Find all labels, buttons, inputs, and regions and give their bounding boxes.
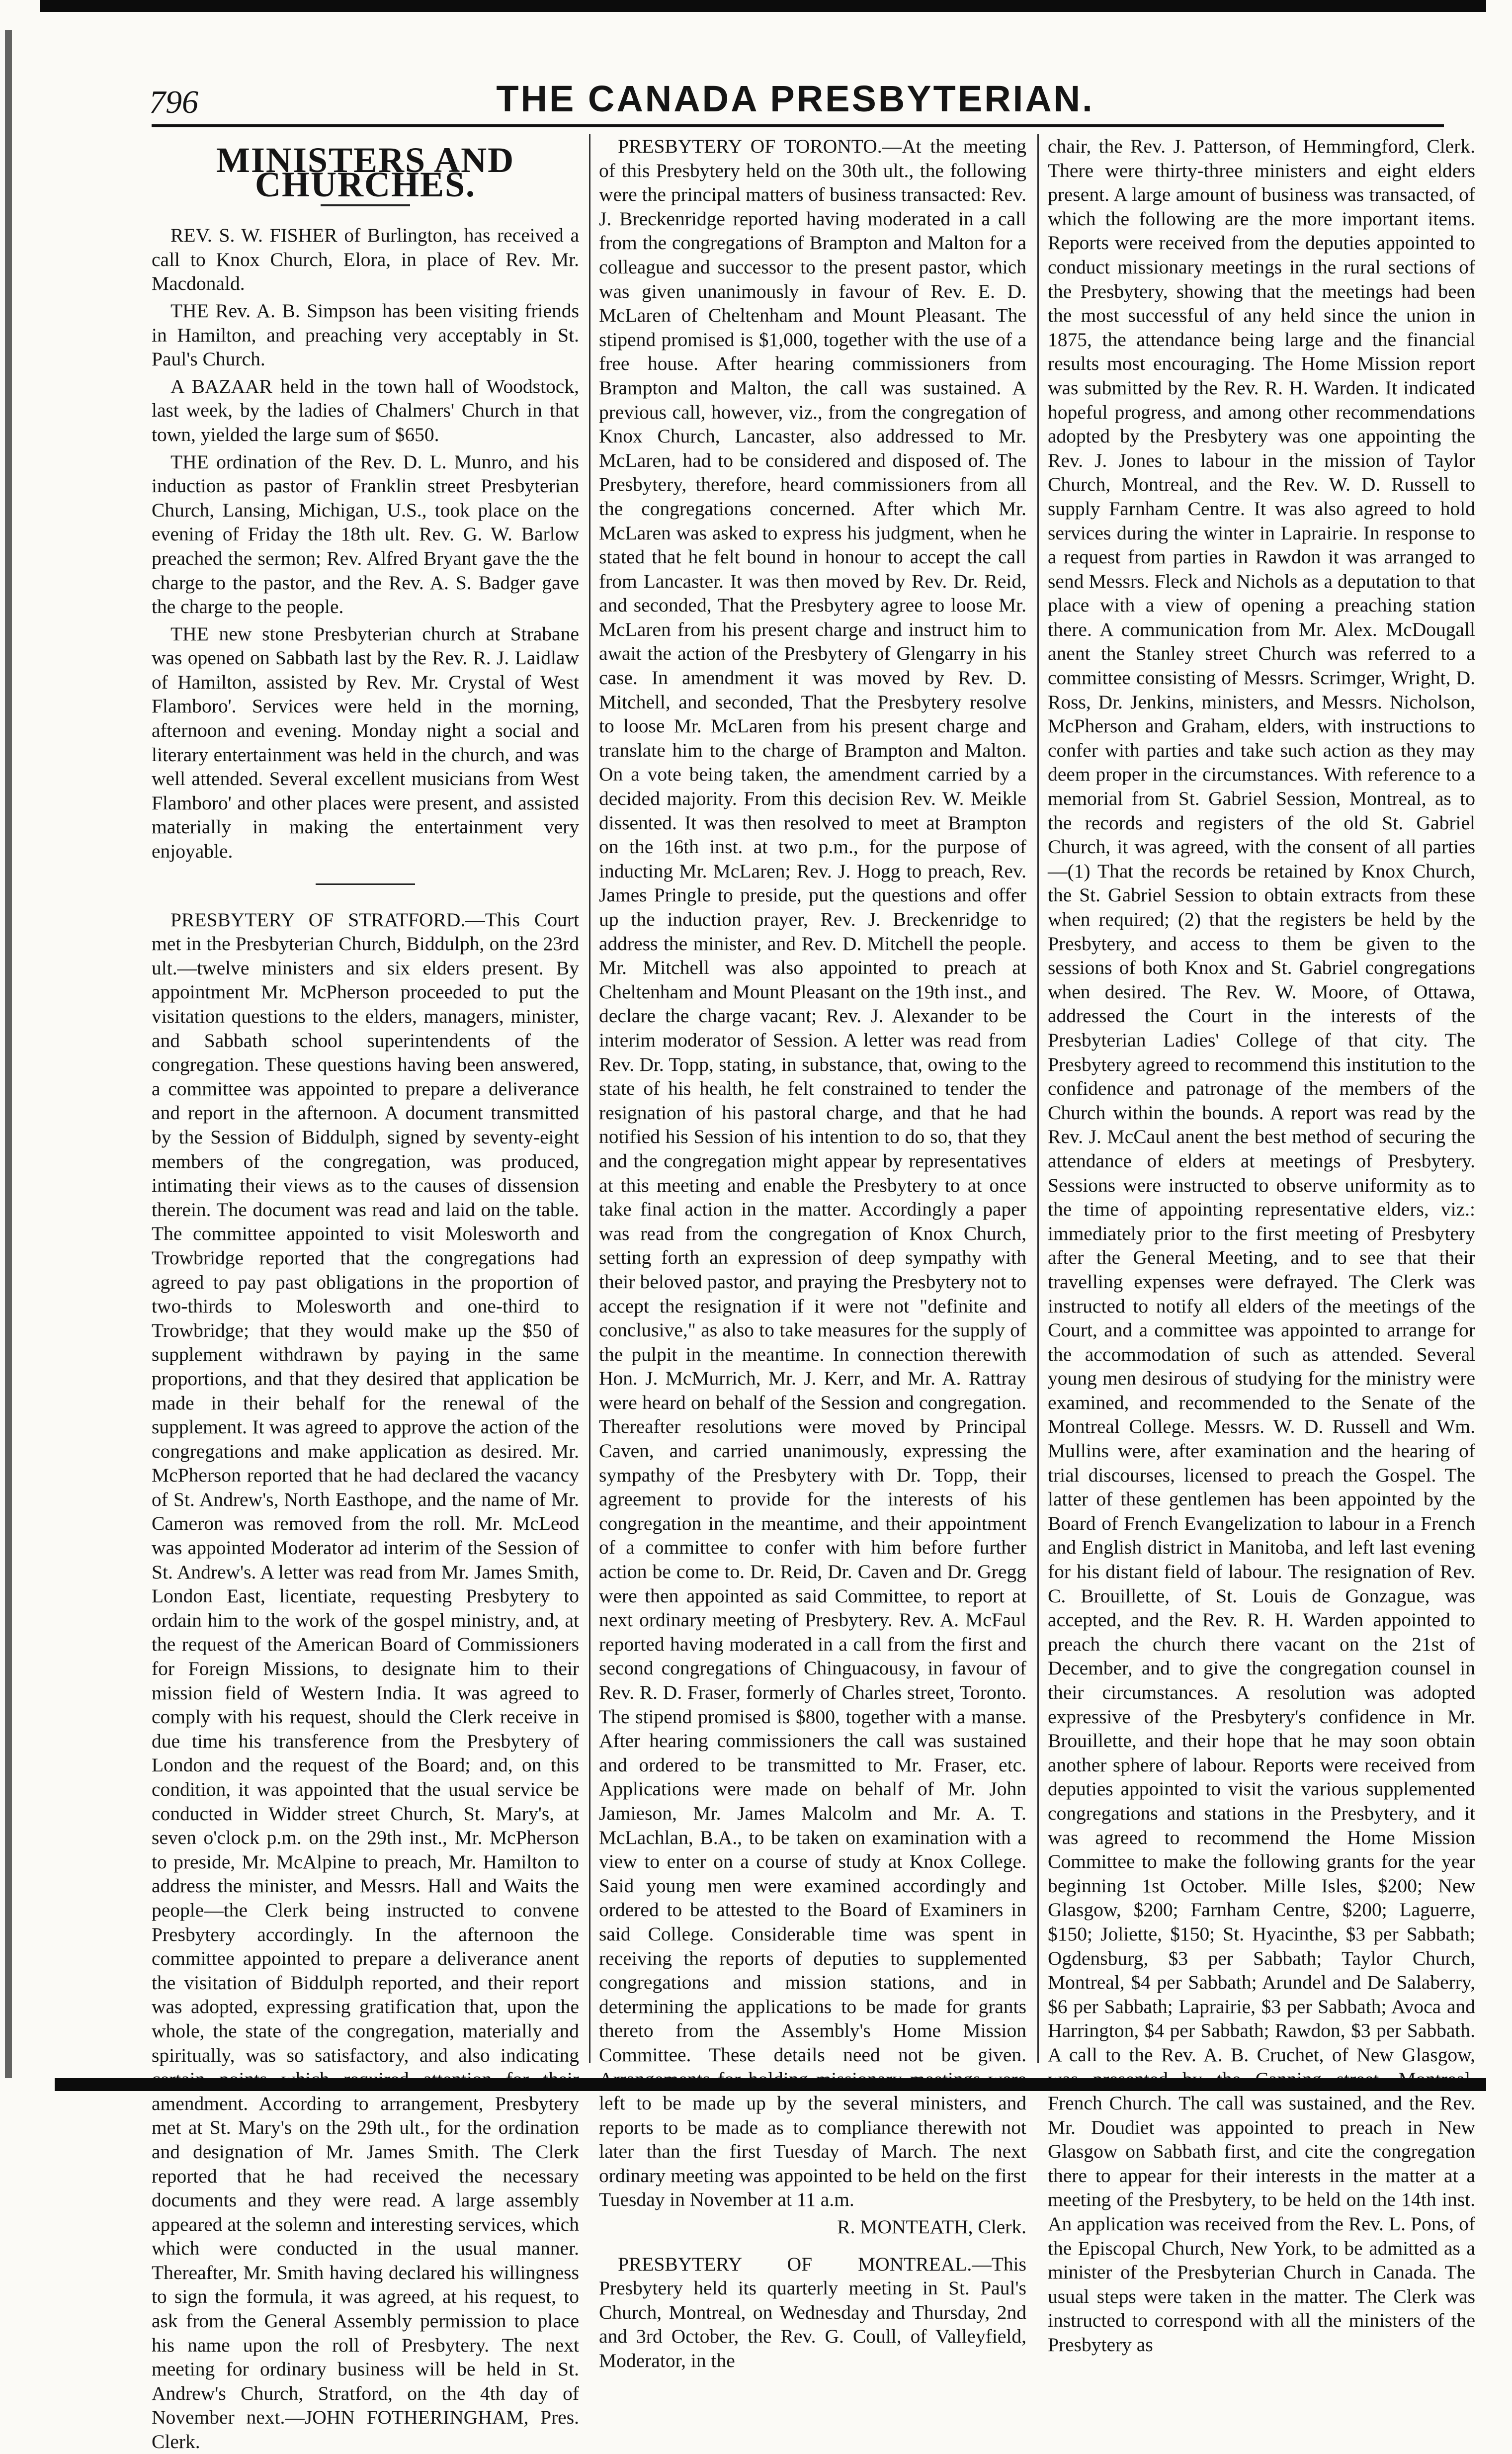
left-margin-shadow [5,30,12,2078]
column-3 [1048,134,1475,2356]
column-separator [589,134,590,2063]
page-header [149,75,1441,129]
heading-ornament [321,204,410,206]
top-border-rule [40,0,1486,12]
publication-title: THE CANADA PRESBYTERIAN. [496,78,1094,119]
page-number: 796 [149,84,198,120]
news-item: THE new stone Presbyterian church at Strabane was opened on Sabbath last by the Rev. R. J. Laidlaw of Hamilton, assisted by Rev. Mr. Crystal of West Flamboro'. Services were held in the morning, afternoon and evening. Monday night a social and literary entertainment was held in the church, and was well attended. Several excellent musicians from West Flamboro' and other places were present, and assisted materially in making the entertainment very enjoyable. [152,622,579,863]
article-divider [316,883,415,885]
section-heading-text: MINISTERS AND CHURCHES. [216,140,515,204]
news-item: REV. S. W. FISHER of Burlington, has received a call to Knox Church, Elora, in place of Rev. Mr. Macdonald. [152,224,579,295]
news-item: A BAZAAR held in the town hall of Woodstock, last week, by the ladies of Chalmers' Church in that town, yielded the large sum of $650. [152,375,579,445]
bottom-border-rule [55,2078,1486,2091]
presbytery-report: PRESBYTERY OF MONTREAL.—This Presbytery held its quarterly meeting in St. Paul's Church, Montreal, on Wednesday and Thursday, 2nd and 3rd October, the Rev. G. Coull, of Valleyfield, Moderator, in the [599,2253,1026,2372]
section-heading [152,140,579,206]
presbytery-report: PRESBYTERY OF TORONTO.—At the meeting of this Presbytery held on the 30th ult., the following were the principal matters of business transacted: Rev. J. Breckenridge reported having moderated in a call from the congregations of Brampton and Malton for a colleague and successor to the present pastor, which was given unanimously in favour of Rev. E. D. McLaren of Cheltenham and Mount Pleasant. The stipend promised is $1,000, together with the use of a free house. After hearing commissioners from Brampton and Malton, the call was sustained. A previous call, however, viz., from the congregation of Knox Church, Lancaster, also addressed to Mr. McLaren, had to be considered and disposed of. The Presbytery, therefore, heard commissioners from all the congregations concerned. After which Mr. McLaren was asked to express his judgment, when he stated that he felt bound in honour to accept the call from Lancaster. It was then moved by Rev. Dr. Reid, and seconded, That the Presbytery agree to loose Mr. McLaren from his present charge and instruct him to await the action of the Presbytery of Glengarry in his case. In amendment it was moved by Rev. D. Mitchell, and seconded, That the Presbytery resolve to loose Mr. McLaren from his present charge and translate him to the charge of Brampton and Malton. On a vote being taken, the amendment carried by a decided majority. From this decision Rev. W. Meikle dissented. It was then resolved to meet at Brampton on the 16th inst. at two p.m., for the purpose of inducting Mr. McLaren; Rev. J. Hogg to preach, Rev. James Pringle to preside, put the questions and offer up the induction prayer, Rev. J. Breckenridge to address the minister, and Rev. D. Mitchell the people. Mr. Mitchell was also appointed to preach at Cheltenham and Mount Pleasant on the 19th inst., and declare the charge vacant; Rev. J. Alexander to be interim moderator of Session. A letter was read from Rev. Dr. Topp, stating, in substance, that, owing to the state of his health, he felt constrained to tender the resignation of his pastoral charge, and that he had notified his Session of his intention to do so, that they and the congregation might appear by representatives at this meeting and enable the Presbytery to at once take final action in the matter. Accordingly a paper was read from the congregation of Knox Church, setting forth an expression of deep sympathy with their beloved pastor, and praying the Presbytery not to accept the resignation if it were not "definite and conclusive," as also to take measures for the supply of the pulpit in the meantime. In connection therewith Hon. J. McMurrich, Mr. J. Kerr, and Mr. A. Rattray were heard on behalf of the Session and congregation. Thereafter resolutions were moved by Principal Caven, and carried unanimously, expressing the sympathy of the Presbytery with Dr. Topp, their agreement to provide for the interests of his congregation in the meantime, and their appointment of a committee to confer with him before further action be come to. Dr. Reid, Dr. Caven and Dr. Gregg were then appointed as said Committee, to report at next ordinary meeting of Presbytery. Rev. A. McFaul reported having moderated in a call from the first and second congregations of Chinguacousy, in favour of Rev. R. D. Fraser, formerly of Charles street, Toronto. The stipend promised is $800, together with a manse. After hearing commissioners the call was sustained and ordered to be transmitted to Mr. Fraser, etc. Applications were made on behalf of Mr. John Jamieson, Mr. James Malcolm and Mr. A. T. McLachlan, B.A., to be taken on examination with a view to enter on a course of study at Knox College. Said young men were examined accordingly and ordered to be attested to the Board of Examiners in said College. Considerable time was spent in receiving the reports of deputies to supplemented congregations and mission stations, and in determining the applications to be made for grants thereto from the Assembly's Home Mission Committee. These details need not be given. left to be made up by the several ministers, and reports to be made as to compliance therewith not later than the first Tuesday of March. The next ordinary meeting was appointed to be held on the first Tuesday in November at 11 a.m. [599,135,1026,2211]
news-item: THE ordination of the Rev. D. L. Munro, and his induction as pastor of Franklin street Presbyterian Church, Lansing, Michigan, U.S., took place on the evening of Friday the 18th ult. Rev. G. W. Barlow preached the sermon; Rev. Alfred Bryant gave the the charge to the pastor, and the Rev. A. S. Badger gave the charge to the people. [152,450,579,618]
column-1 [152,134,579,2453]
header-rule [152,124,1444,127]
column-2 [599,134,1026,2372]
news-item: THE Rev. A. B. Simpson has been visiting friends in Hamilton, and preaching very acceptably in St. Paul's Church. [152,299,579,370]
clerk-signature: R. MONTEATH, Clerk. [837,2216,1026,2238]
presbytery-report-continued: chair, the Rev. J. Patterson, of Hemmingford, Clerk. There were thirty-three ministers and eight elders present. A large amount of business was transacted, of which the following are the more important items. Reports were received from the deputies appointed to conduct missionary meetings in the rural sections of the Presbytery, showing that the meetings had been the most successful of any held since the union in 1875, the attendance being large and the financial results most encouraging. The Home Mission report was submitted by the Rev. R. H. Warden. It indicated hopeful progress, and among other recommendations adopted by the Presbytery was one appointing the Rev. J. Jones to labour in the mission of Taylor Church, Montreal, and the Rev. W. D. Russell to supply Farnham Centre. It was also agreed to hold services during the winter in Laprairie. In response to a request from parties in Rawdon it was arranged to send Messrs. Fleck and Nichols as a deputation to that place with a view of opening a preaching station there. A communication from Mr. Alex. McDougall anent the Stanley street Church was referred to a committee consisting of Messrs. Scrimger, Wright, D. Ross, Dr. Jenkins, ministers, and Messrs. Nicholson, McPherson and Graham, elders, with instructions to confer with parties and take such action as they may deem proper in the circumstances. With reference to a memorial from St. Gabriel Session, Montreal, as to the records and registers of the old St. Gabriel Church, it was agreed, with the consent of all parties—(1) That the records be retained by Knox Church, the St. Gabriel Session to obtain extracts from these when required; (2) that the registers be held by the Presbytery, and access to them be given to the sessions of both Knox and St. Gabriel congregations when desired. The Rev. W. Moore, of Ottawa, addressed the Court in the interests of the Presbyterian Ladies' College of that city. The Presbytery agreed to recommend this institution to the confidence and patronage of the members of the Church within the bounds. A report was read by the Rev. J. McCaul anent the best method of securing the attendance of elders at meetings of Presbytery. Sessions were instructed to observe uniformity as to the time of appointing representative elders, viz.: immediately prior to the first meeting of Presbytery after the General Meeting, and to see that their travelling expenses were defrayed. The Clerk was instructed to notify all elders of the meetings of the Court, and a committee was appointed to arrange for the accommodation of such as attended. Several young men desirous of studying for the ministry were examined, and recommended to the Senate of the Montreal College. Messrs. W. D. Russell and Wm. Mullins were, after examination and the hearing of trial discourses, licensed to preach the Gospel. The latter of these gentlemen has been appointed by the Board of French Evangelization to labour in a French and English district in Manitoba, and left last evening for his distant field of labour. The resignation of Rev. C. Brouillette, of St. Louis de Gonzague, was accepted, and the Rev. R. H. Warden appointed to preach the church there vacant on the 21st of December, and to give the congregation counsel in their circumstances. A resolution was adopted expressive of the Presbytery's confidence in Mr. Brouillette, and their hope that he may soon obtain another sphere of labour. Reports were received from deputies appointed to visit the various supplemented congregations and stations in the Presbytery, and it was agreed to recommend the Home Mission Committee to make the following grants for the year beginning 1st October. Mille Isles, $200; New Glasgow, $200; Farnham Centre, $200; Laguerre, $150; Joliette, $150; St. Hyacinthe, $3 per Sabbath; Ogdensburg, $3 per Sabbath; Taylor Church, Montreal, $4 per Sabbath; Arundel and De Salaberry, $6 per Sabbath; Laprairie, $3 per Sabbath; Avoca and Harrington, $4 per Sabbath; Rawdon, $3 per Sabbath. A call to the Rev. A. B. Cruchet, of New Glasgow, French Church. The call was sustained, and the Rev. Mr. Doudiet was appointed to preach in New Glasgow on Sabbath first, and cite the congregation there to appear for their interests in the matter at a meeting of the Presbytery, to be held on the 14th inst. An application was received from the Rev. L. Pons, of the Episcopal Church, New York, to be admitted as a minister of the Presbyterian Church in Canada. The usual steps were taken in the matter. The Clerk was instructed to correspond with all the ministers of the Presbytery as [1048,135,1475,2356]
column-separator [1037,134,1039,2063]
presbytery-report: PRESBYTERY OF STRATFORD.—This Court met in the Presbyterian Church, Biddulph, on the 23rd ult.—twelve ministers and six elders present. By appointment Mr. McPherson proceeded to put the visitation questions to the elders, managers, minister, and Sabbath school superintendents of the congregation. These questions having been answered, a committee was appointed to prepare a deliverance and report in the afternoon. A document transmitted by the Session of Biddulph, signed by seventy-eight members of the congregation, was produced, intimating their views as to the causes of dissension therein. The document was read and laid on the table. The committee appointed to visit Molesworth and Trowbridge reported that the congregations had agreed to pay past obligations in the proportion of two-thirds to Molesworth and one-third to Trowbridge; that they would make up the $50 of supplement withdrawn by paying in the same proportions, and that they desired that application be made in their behalf for the renewal of the supplement. It was agreed to approve the action of the congregations and make application as desired. Mr. McPherson reported that he had declared the vacancy of St. Andrew's, North Easthope, and the name of Mr. Cameron was removed from the roll. Mr. McLeod was appointed Moderator ad interim of the Session of St. Andrew's. A letter was read from Mr. James Smith, London East, licentiate, requesting Presbytery to ordain him to the work of the gospel ministry, and, at the request of the American Board of Commissioners for Foreign Missions, to designate him to their mission field of Western India. It was agreed to comply with his request, should the Clerk receive in due time his transference from the Presbytery of London and the request of the Board; and, on this condition, it was appointed that the usual service be conducted in Widder street Church, St. Mary's, at seven o'clock p.m. on the 29th inst., Mr. McPherson to preside, Mr. McAlpine to preach, Mr. Hamilton to address the minister, and Messrs. Hall and Waits the people—the Clerk being instructed to convene Presbytery accordingly. In the afternoon the committee appointed to prepare a deliverance anent the visitation of Biddulph reported, and their report was adopted, expressing gratification that, upon the whole, the state of the congregation, materially and spiritually, was so satisfactory, and also indicating amendment. According to arrangement, Presbytery met at St. Mary's on the 29th ult., for the ordination and designation of Mr. James Smith. The Clerk reported that he had received the necessary documents and they were read. A large assembly appeared at the solemn and interesting services, which which were conducted in the usual manner. Thereafter, Mr. Smith having declared his willingness to sign the formula, it was agreed, at his request, to ask from the General Assembly permission to place his name upon the roll of Presbytery. The next meeting for ordinary business will be held in St. Andrew's Church, Stratford, on the 4th day of November next.—JOHN FOTHERINGHAM, Pres. Clerk. [152,908,579,2453]
